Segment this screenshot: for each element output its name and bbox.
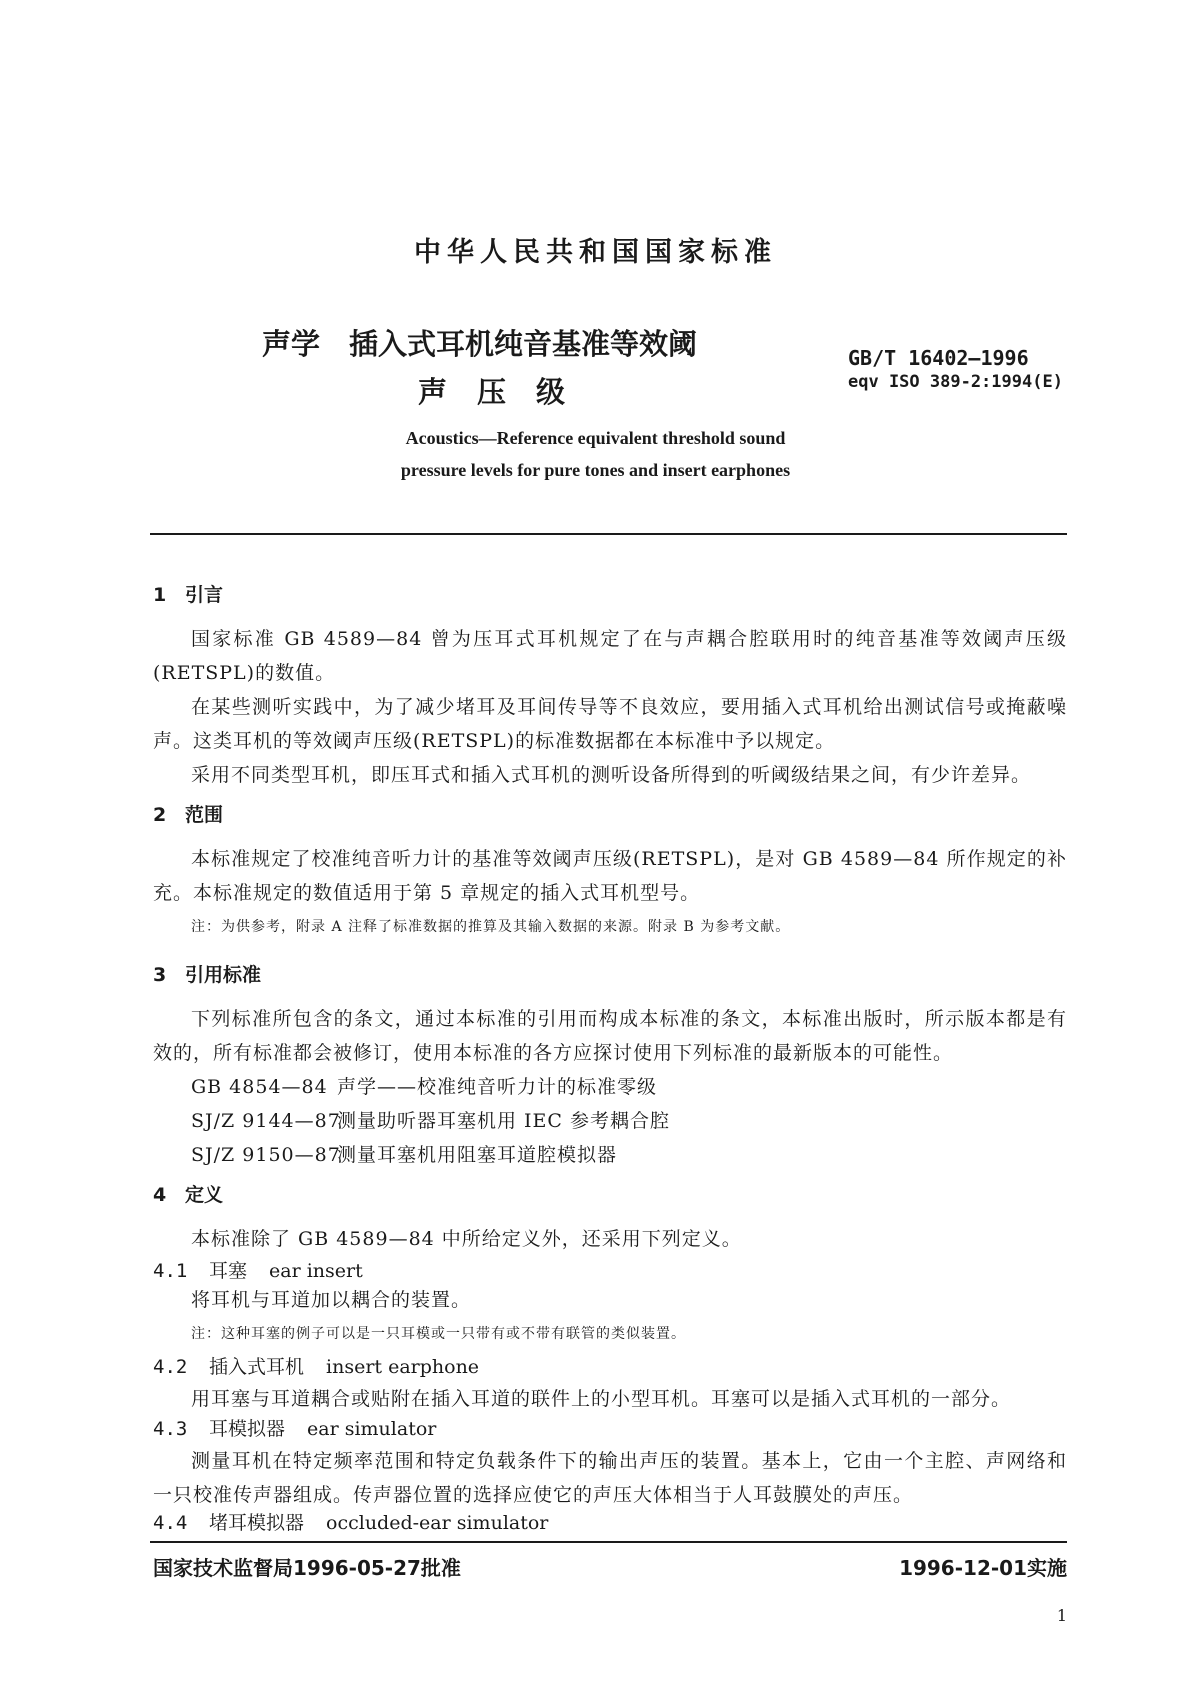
section-heading-definitions [153, 1180, 223, 1207]
reference-code: SJ/Z 9150—87 [191, 1144, 341, 1166]
definition-text-4-3: 测量耳机在特定频率范围和特定负载条件下的输出声压的装置。基本上，它由一个主腔、声网络和一只校准传声器组成。传声器位置的选择应使它的声压大体相当于人耳鼓膜处的声压。 [153, 1450, 1067, 1506]
footer-divider [150, 1541, 1067, 1543]
section-heading-scope [153, 800, 223, 827]
section-number: 3 [153, 964, 167, 986]
definition-term-en: insert earphone [326, 1356, 480, 1378]
definition-heading-4-2 [153, 1352, 479, 1379]
definition-text-4-1: 将耳机与耳道加以耦合的装置。 [191, 1289, 472, 1311]
definition-number: 4.3 [153, 1418, 188, 1440]
definition-number: 4.4 [153, 1512, 188, 1534]
definition-text-4-2: 用耳塞与耳道耦合或贴附在插入耳道的联件上的小型耳机。耳塞可以是插入式耳机的一部分。 [191, 1388, 1012, 1410]
intro-paragraph-2: 在某些测听实践中，为了减少堵耳及耳间传导等不良效应，要用插入式耳机给出测试信号或掩蔽噪声。这类耳机的等效阈声压级(RETSPL)的标准数据都在本标准中予以规定。 [153, 696, 1067, 752]
section-heading-intro [153, 580, 223, 607]
section-title: 引言 [185, 584, 224, 606]
scope-note: 注：为供参考，附录 A 注释了标准数据的推算及其输入数据的来源。附录 B 为参考文献。 [191, 919, 791, 935]
definition-heading-4-4 [153, 1508, 548, 1535]
scope-paragraphs [153, 842, 1067, 910]
definition-term: 耳模拟器 [209, 1418, 286, 1440]
section-number: 2 [153, 804, 167, 826]
intro-paragraph-1: 国家标准 GB 4589—84 曾为压耳式耳机规定了在与声耦合腔联用时的纯音基准等效阈声压级(RETSPL)的数值。 [153, 628, 1067, 684]
section-title: 定义 [185, 1184, 224, 1206]
intro-paragraphs [153, 622, 1067, 792]
reference-title: 声学——校准纯音听力计的标准零级 [337, 1076, 658, 1098]
section-number: 1 [153, 584, 167, 606]
reference-code: GB 4854—84 [191, 1076, 328, 1098]
approval-date: 国家技术监督局1996-05-27批准 [153, 1556, 461, 1580]
definition-number: 4.1 [153, 1260, 188, 1282]
doc-title-line1: 声学 插入式耳机纯音基准等效阈 [262, 327, 698, 361]
section-title: 引用标准 [185, 964, 262, 986]
reference-code: SJ/Z 9144—87 [191, 1110, 341, 1132]
standard-equivalence: eqv ISO 389-2:1994(E) [848, 372, 1063, 392]
page-number: 1 [1056, 1606, 1067, 1625]
english-title-line1: Acoustics—Reference equivalent threshold sound [405, 428, 786, 448]
definition-term-en: ear insert [269, 1260, 363, 1282]
reference-item [191, 1104, 670, 1138]
definition-term-en: occluded-ear simulator [326, 1512, 549, 1534]
intro-paragraph-3: 采用不同类型耳机，即压耳式和插入式耳机的测听设备所得到的听阈级结果之间，有少许差异。 [191, 764, 1032, 786]
definition-heading-4-3 [153, 1414, 436, 1441]
definition-term-en: ear simulator [307, 1418, 437, 1440]
reference-title: 测量助听器耳塞机用 IEC 参考耦合腔 [337, 1110, 670, 1132]
section-title: 范围 [185, 804, 224, 826]
definition-term: 插入式耳机 [209, 1356, 305, 1378]
reference-item [191, 1070, 657, 1104]
reference-title: 测量耳塞机用阻塞耳道腔模拟器 [337, 1144, 618, 1166]
doc-title-line2: 声压级 [418, 375, 596, 409]
definition-heading-4-1 [153, 1256, 363, 1283]
effective-date: 1996-12-01实施 [899, 1556, 1067, 1580]
section-number: 4 [153, 1184, 167, 1206]
scope-paragraph-1: 本标准规定了校准纯音听力计的基准等效阈声压级(RETSPL)，是对 GB 4589—84 所作规定的补充。本标准规定的数值适用于第 5 章规定的插入式耳机型号。 [153, 848, 1067, 904]
definition-term: 堵耳模拟器 [209, 1512, 305, 1534]
definitions-intro: 本标准除了 GB 4589—84 中所给定义外，还采用下列定义。 [191, 1228, 742, 1250]
english-title-line2: pressure levels for pure tones and insert earphones [400, 460, 791, 480]
references-paragraphs [153, 1002, 1067, 1070]
definition-note-4-1: 注：这种耳塞的例子可以是一只耳模或一只带有或不带有联管的类似装置。 [191, 1326, 686, 1342]
definition-term: 耳塞 [209, 1260, 248, 1282]
country-standard-heading: 中华人民共和国国家标准 [414, 237, 777, 268]
definition-text-4-3-block [153, 1444, 1067, 1512]
header-divider [150, 533, 1067, 535]
standard-number: GB/T 16402—1996 [848, 346, 1029, 370]
references-paragraph-1: 下列标准所包含的条文，通过本标准的引用而构成本标准的条文，本标准出版时，所示版本都是有效的，所有标准都会被修订，使用本标准的各方应探讨使用下列标准的最新版本的可能性。 [153, 1008, 1067, 1064]
definition-number: 4.2 [153, 1356, 188, 1378]
section-heading-references [153, 960, 261, 987]
reference-item [191, 1138, 617, 1172]
